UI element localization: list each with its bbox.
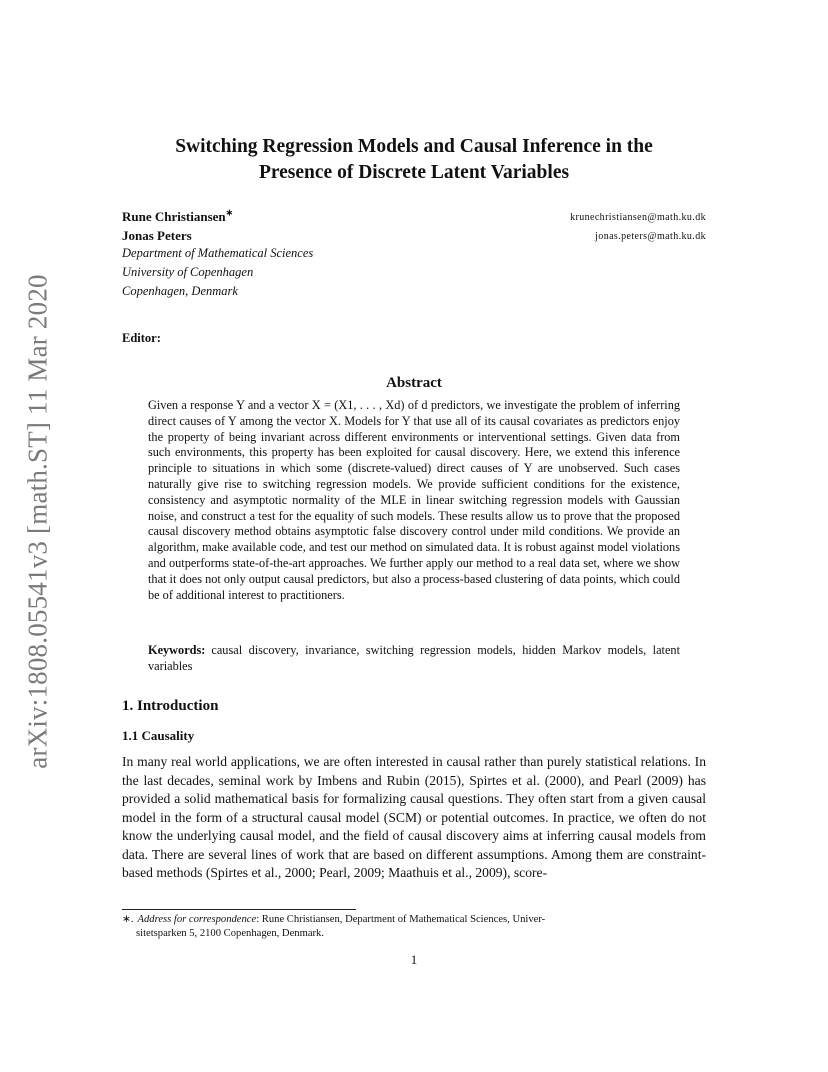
author-2-name: Jonas Peters <box>122 228 192 243</box>
author-1-name: Rune Christiansen <box>122 209 226 224</box>
subsection-heading-causality: 1.1 Causality <box>122 728 195 743</box>
footnote-mark: ∗. <box>122 914 134 925</box>
keywords-label: Keywords: <box>148 643 206 657</box>
abstract-heading: Abstract <box>386 375 442 391</box>
paper-title <box>122 134 706 186</box>
affiliation-department: Department of Mathematical Sciences <box>122 246 314 260</box>
author-2 <box>122 228 192 244</box>
author-1 <box>122 209 233 225</box>
arxiv-identifier-text: arXiv:1808.05541v3 [math.ST] 11 Mar 2020 <box>22 273 53 769</box>
section-heading-introduction: 1. Introduction <box>122 698 219 714</box>
affiliation-university: University of Copenhagen <box>122 265 254 279</box>
abstract-body: Given a response Y and a vector X = (X1, . . . , Xd) of d predictors, we investigate the problem of inferring direct causes of Y among the vector X. Models for Y that use all of its causal covariates as predictors enjoy the property of being invariant across different environments or interventional settings. Given data from such environments, this property has been exploited for causal discovery. Here, we extend this inference principle to situations in which some (discrete-valued) direct causes of Y are unobserved. Such cases naturally give rise to switching regression models. We provide sufficient conditions for the existence, consistency and asymptotic normality of the MLE in linear switching regression models with Gaussian noise, and construct a test for the equality of such models. These results allow us to prove that the proposed causal discovery method obtains asymptotic false discovery control under mild conditions. We provide an algorithm, make available code, and test our method on simulated data. It is robust against model violations and outperforms state-of-the-art approaches. We further apply our method to a real data set, where we show that it does not only output causal predictors, but also a process-based clustering of data points, which could be of additional interest to practitioners. <box>148 398 680 602</box>
author-2-email: jonas.peters@math.ku.dk <box>595 231 706 242</box>
introduction-paragraph: In many real world applications, we are often interested in causal rather than purely statistical relations. In the last decades, seminal work by Imbens and Rubin (2015), Spirtes et al. (2000), and Pearl (2009) has provided a solid mathematical basis for formalizing causal questions. They often start from a given causal model in the form of a structural causal model (SCM) or potential outcomes. In practice, we often do not know the underlying causal model, and the field of causal discovery aims at inferring causal models from data. There are several lines of work that are based on different assumptions. Among them are constraint-based methods (Spirtes et al., 2000; Pearl, 2009; Maathuis et al., 2009), score- <box>122 754 706 880</box>
editor-label: Editor: <box>122 331 161 345</box>
paper-title-line-2: Presence of Discrete Latent Variables <box>258 162 570 183</box>
footnote-continuation: sitetsparken 5, 2100 Copenhagen, Denmark. <box>136 928 324 939</box>
author-1-email: krunechristiansen@math.ku.dk <box>570 212 706 223</box>
author-1-footnote-mark: ∗ <box>225 207 234 218</box>
footnote-rule <box>122 909 356 910</box>
affiliation-location: Copenhagen, Denmark <box>122 284 238 298</box>
keywords-text: causal discovery, invariance, switching regression models, hidden Markov models, latent variables <box>148 643 680 673</box>
paper-title-line-1: Switching Regression Models and Causal Inference in the <box>175 136 653 157</box>
page-number: 1 <box>410 952 418 967</box>
arxiv-identifier <box>16 266 60 776</box>
footnote-text: : Rune Christiansen, Department of Mathematical Sciences, Univer- <box>256 914 546 925</box>
keywords <box>148 643 680 675</box>
footnote <box>122 913 706 941</box>
footnote-label: Address for correspondence <box>137 914 257 925</box>
